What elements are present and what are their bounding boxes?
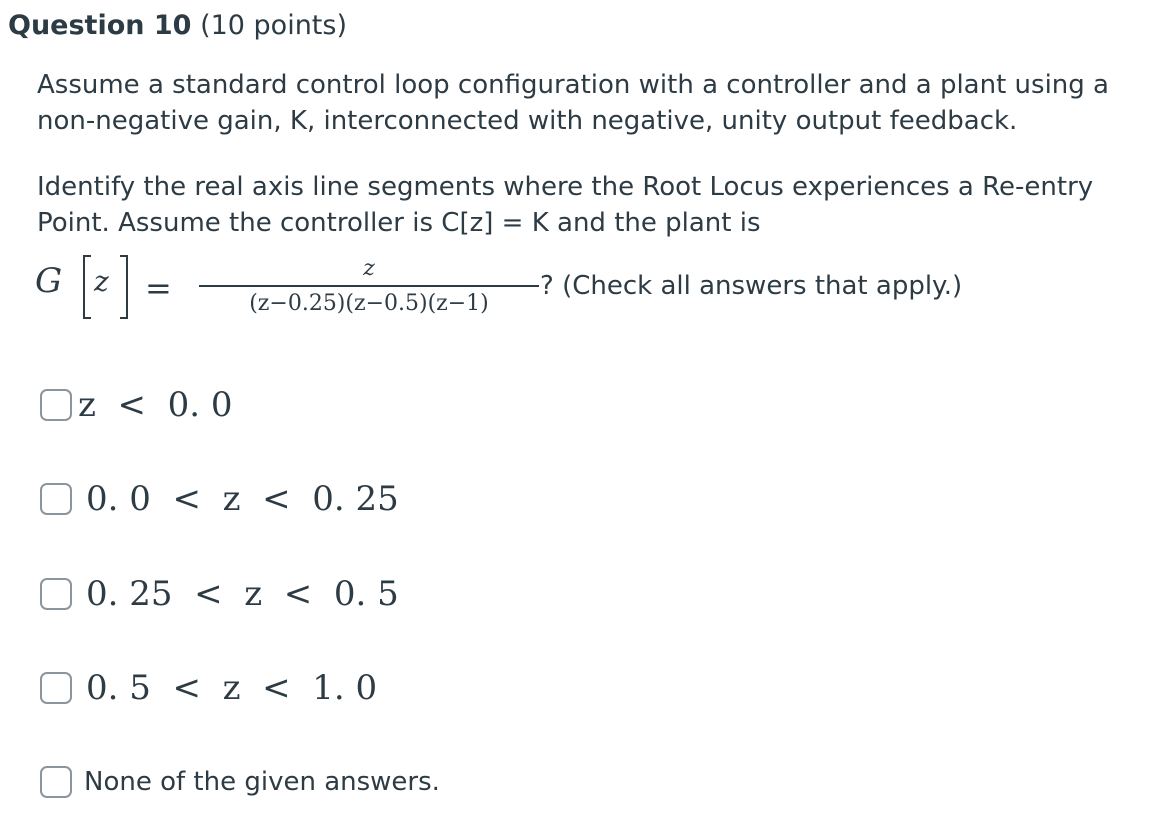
fraction-numerator: z bbox=[363, 256, 375, 281]
question-header bbox=[8, 10, 347, 41]
option-label: 0. 0 < z < 0. 25 bbox=[86, 479, 399, 519]
fraction bbox=[199, 255, 539, 316]
checkbox[interactable] bbox=[40, 483, 72, 515]
question-points: (10 points) bbox=[200, 10, 347, 41]
option-label: 0. 5 < z < 1. 0 bbox=[86, 668, 378, 708]
equation-variable: z bbox=[94, 265, 109, 298]
fraction-denominator: (z−0.25)(z−0.5)(z−1) bbox=[249, 291, 489, 316]
checkbox[interactable] bbox=[40, 766, 72, 798]
paragraph-line: non-negative gain, K, interconnected with negative, unity output feedback. bbox=[37, 106, 1018, 136]
checkbox[interactable] bbox=[40, 672, 72, 704]
checkbox[interactable] bbox=[40, 578, 72, 610]
answer-option-1[interactable] bbox=[40, 385, 233, 425]
checkbox[interactable] bbox=[40, 389, 72, 421]
fraction-bar bbox=[199, 285, 539, 287]
question-paragraph-1 bbox=[37, 67, 1109, 139]
question-title: Question 10 bbox=[8, 10, 192, 41]
equation-suffix: ? (Check all answers that apply.) bbox=[540, 271, 963, 301]
answer-option-4[interactable] bbox=[40, 668, 377, 708]
right-bracket-icon bbox=[119, 255, 129, 319]
option-label: 0. 25 < z < 0. 5 bbox=[86, 574, 399, 614]
equation-function-name: G bbox=[35, 261, 63, 301]
paragraph-line: Identify the real axis line segments where the Root Locus experiences a Re-entry bbox=[37, 172, 1094, 202]
paragraph-line: Assume a standard control loop configuration with a controller and a plant using a bbox=[37, 70, 1109, 100]
answer-option-2[interactable] bbox=[40, 479, 399, 519]
option-label: None of the given answers. bbox=[84, 767, 440, 797]
left-bracket-icon bbox=[82, 255, 92, 319]
equals-sign: = bbox=[145, 269, 172, 307]
answer-option-5[interactable] bbox=[40, 762, 440, 802]
question-paragraph-2 bbox=[37, 169, 1093, 241]
paragraph-line: Point. Assume the controller is C[z] = K and the plant is bbox=[37, 208, 761, 238]
transfer-function-equation bbox=[35, 255, 1035, 335]
answer-option-3[interactable] bbox=[40, 574, 399, 614]
option-label: z < 0. 0 bbox=[78, 385, 233, 425]
